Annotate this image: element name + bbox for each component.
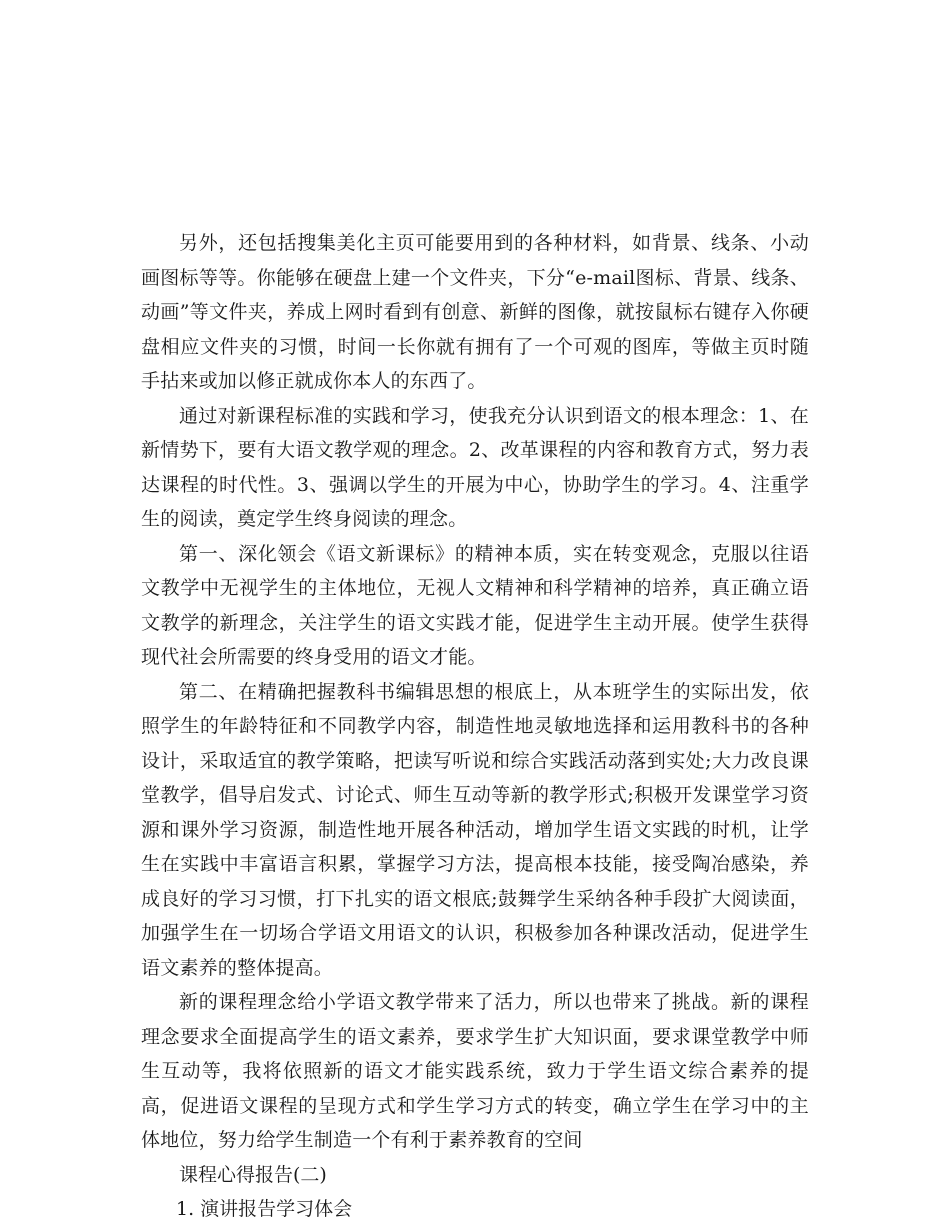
section-heading: 课程心得报告(二) bbox=[179, 1163, 327, 1186]
list-item: 1. 演讲报告学习体会 bbox=[176, 1198, 353, 1220]
paragraph-materials: 另外，还包括搜集美化主页可能要用到的各种材料，如背景、线条、小动画图标等等。你能够在硬盘上建一个文件夹，下分“e-mail图标、背景、线条、动画”等文件夹，养成上网时看到有创意、新鲜的图像，就按鼠标右键存入你硬盘相应文件夹的习惯，时间一长你就有拥有了一个可观的图库，等做主页时随手拈来或加以修正就成你本人的东西了。 bbox=[141, 232, 809, 392]
paragraph-new-concepts: 新的课程理念给小学语文教学带来了活力，所以也带来了挑战。新的课程理念要求全面提高学生的语文素养，要求学生扩大知识面，要求课堂教学中师生互动等，我将依照新的语文才能实践系统，致力于学生语文综合素养的提高，促进语文课程的呈现方式和学生学习方式的转变，确立学生在学习中的主体地位，努力给学生制造一个有利于素养教育的空间 bbox=[141, 991, 809, 1151]
paragraph-curriculum-concepts: 通过对新课程标准的实践和学习，使我充分认识到语文的根本理念：1、在新情势下，要有大语文教学观的理念。2、改革课程的内容和教育方式，努力表达课程的时代性。3、强调以学生的开展为中心，协助学生的学习。4、注重学生的阅读，奠定学生终身阅读的理念。 bbox=[141, 404, 809, 530]
paragraph-second-point: 第二、在精确把握教科书编辑思想的根底上，从本班学生的实际出发，依照学生的年龄特征和不同教学内容，制造性地灵敏地选择和运用教科书的各种设计，采取适宜的教学策略，把读写听说和综合实践活动落到实处;大力改良课堂教学，倡导启发式、讨论式、师生互动等新的教学形式;积极开发课堂学习资源和课外学习资源，制造性地开展各种活动，增加学生语文实践的时机，让学生在实践中丰富语言积累，掌握学习方法，提高根本技能，接受陶冶感染，养成良好的学习习惯，打下扎实的语文根底;鼓舞学生采纳各种手段扩大阅读面，加强学生在一切场合学语文用语文的认识，积极参加各种课改活动，促进学生语文素养的整体提高。 bbox=[141, 680, 809, 979]
paragraph-first-point: 第一、深化领会《语文新课标》的精神本质，实在转变观念，克服以往语文教学中无视学生的主体地位，无视人文精神和科学精神的培养，真正确立语文教学的新理念，关注学生的语文实践才能，促进学生主动开展。使学生获得现代社会所需要的终身受用的语文才能。 bbox=[141, 542, 809, 668]
document-body bbox=[141, 226, 809, 1227]
